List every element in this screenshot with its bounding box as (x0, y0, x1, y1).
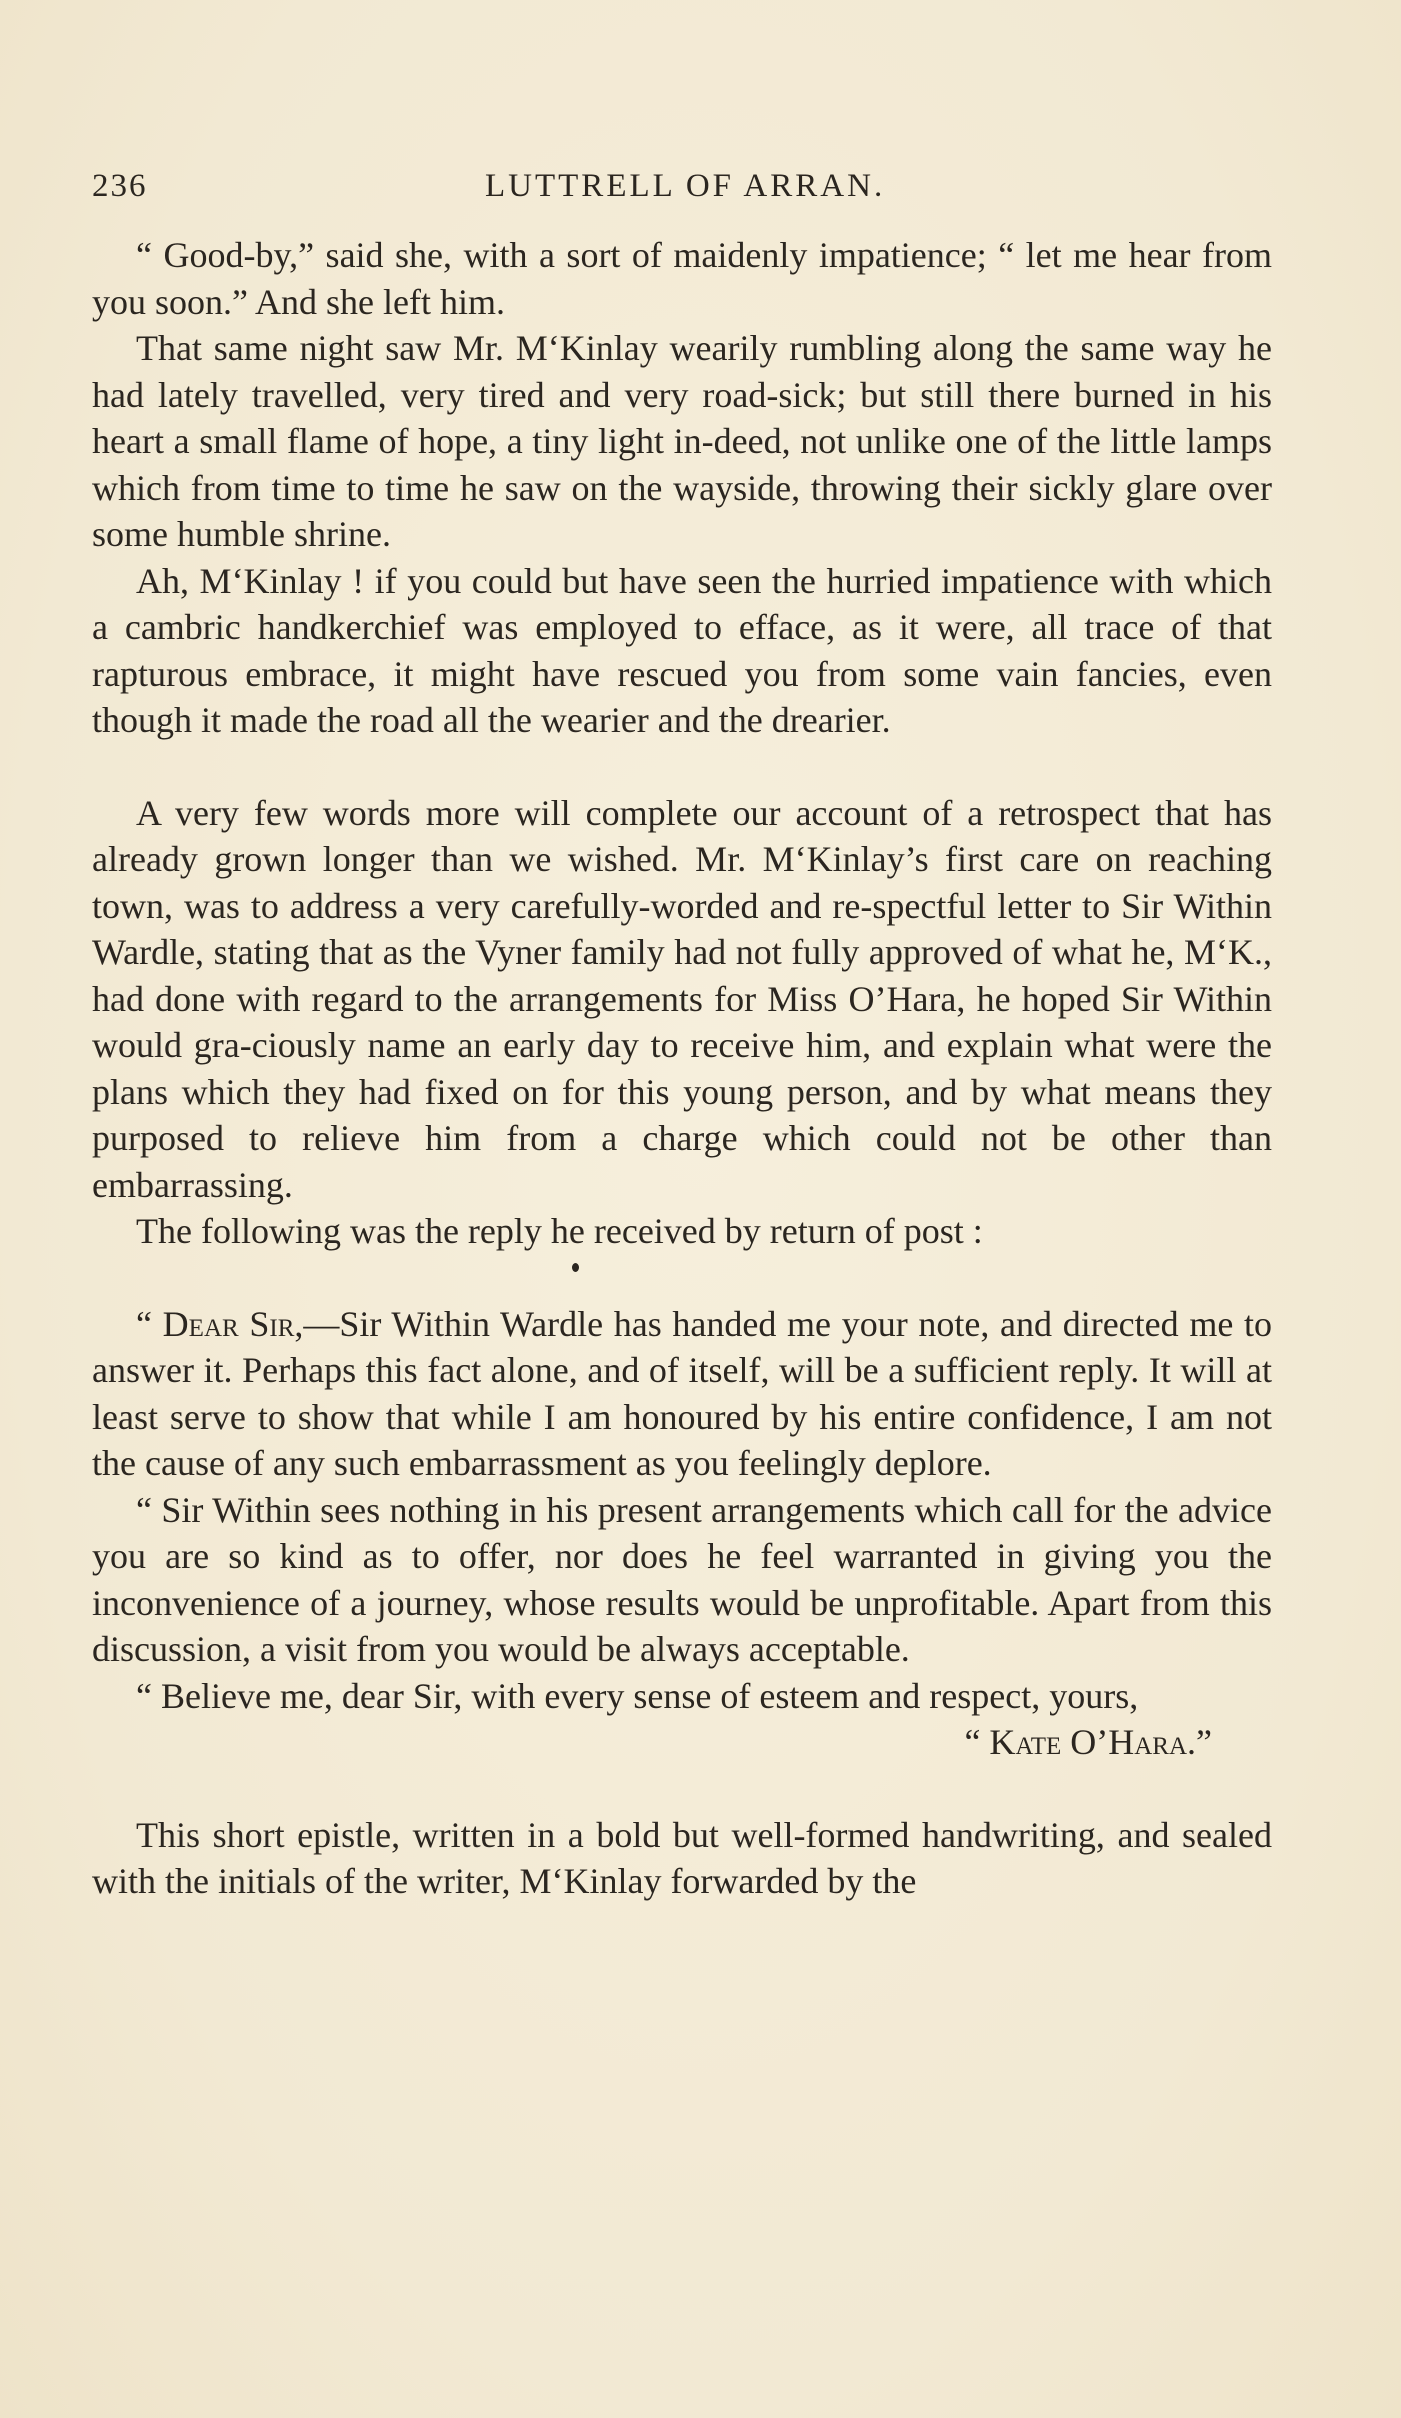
paragraph-same-night: That same night saw Mr. M‘Kinlay wearily rumbling along the same way he had lately travelled, very tired and very road-sick; but still there burned in his heart a small flame of hope, a tiny light in-deed, not unlike one of the little lamps which from time to time he saw on the wayside, throwing their sickly glare over some humble shrine. (92, 328, 1272, 554)
letter-signature (92, 1719, 1272, 1766)
dot-ornament (92, 1255, 1272, 1301)
page-header (92, 168, 1272, 208)
letter-paragraph-2: “ Sir Within sees nothing in his present arrangements which call for the advice you are so kind as to offer, nor does he feel warranted in giving you the inconvenience of a journey, whose results would be unprofitable. Apart from this discussion, a visit from you would be always acceptable. (92, 1489, 1272, 1669)
running-title: LUTTRELL OF ARRAN. (485, 168, 886, 204)
paragraph-goodby: “ Good-by,” said she, with a sort of maidenly impatience; “ let me hear from you soon.” And she left him. (92, 235, 1272, 322)
signature-open-quote: “ (964, 1722, 990, 1762)
page-number: 236 (92, 168, 148, 204)
signature-name: Kate O’Hara. (989, 1722, 1197, 1762)
paragraph-epistle: This short epistle, written in a bold but well-formed handwriting, and sealed with the initials of the writer, M‘Kinlay forwarded by the (92, 1814, 1272, 1901)
body-text (92, 232, 1272, 1905)
signature-close-quote: ” (1196, 1722, 1212, 1762)
paragraph-retrospect: A very few words more will complete our account of a retrospect that has already grown longer than we wished. Mr. M‘Kinlay’s first care on reaching town, was to address a very carefully-worded and re-spectful letter to Sir Within Wardle, stating that as the Vyner family had not fully approved of what he, M‘K., had done with regard to the arrangements for Miss O’Hara, he hoped Sir Within would gra-ciously name an early day to receive him, and explain what were the plans which they had fixed on for this young person, and by what means they purposed to relieve him from a charge which could not be other than embarrassing. (92, 792, 1272, 1205)
letter-open-quote: “ (136, 1303, 163, 1344)
letter-paragraph-1 (92, 1301, 1272, 1487)
paragraph-reply-intro: The following was the reply he received by return of post : (136, 1211, 983, 1251)
paragraph-ah-mckinlay: Ah, M‘Kinlay ! if you could but have seen the hurried impatience with which a cambric handkerchief was employed to efface, as it were, all trace of that rapturous embrace, it might have rescued you from some vain fancies, even though it made the road all the wearier and the drearier. (92, 560, 1272, 740)
letter-paragraph-1-text: —Sir Within Wardle has handed me your note, and directed me to answer it. Perhaps this fact alone, and of itself, will be a sufficient reply. It will at least serve to show that while I am honoured by his entire confidence, I am not the cause of any such embarrassment as you feelingly deplore. (92, 1303, 1272, 1483)
letter-closing: “ Believe me, dear Sir, with every sense of esteem and respect, yours, (136, 1675, 1139, 1716)
letter-salutation: Dear Sir, (162, 1303, 304, 1344)
